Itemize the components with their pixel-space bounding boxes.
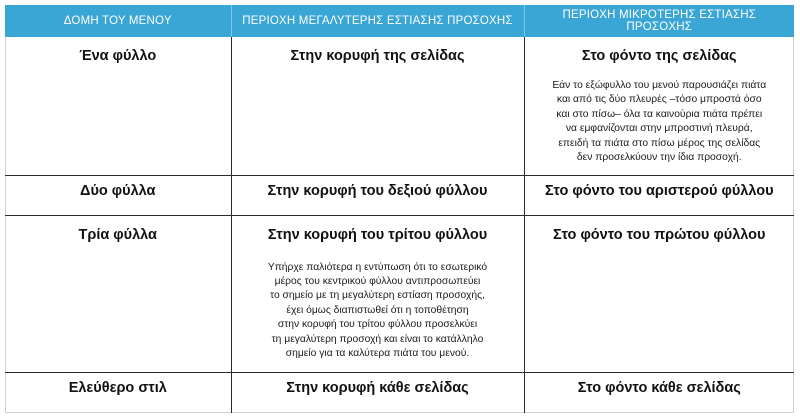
- cell-minor: [524, 175, 794, 215]
- note-line: μέρος του κεντρικού φύλλου αντιπροσωπεύει: [274, 275, 481, 287]
- table-row: [5, 175, 794, 215]
- cell-major: [231, 215, 524, 372]
- cell-structure: [5, 215, 231, 372]
- major-area-label: Στην κορυφή κάθε σελίδας: [286, 379, 469, 396]
- note-line: τη μεγαλύτερη προσοχή και είναι το κατάλληλο: [271, 333, 484, 345]
- structure-label: Ελεύθερο στιλ: [68, 379, 167, 396]
- minor-area-note: [535, 79, 785, 165]
- note-line: το σημείο με τη μεγαλύτερη εστίαση προσοχής,: [270, 290, 485, 302]
- header-major-attention-area: ΠΕΡΙΟΧΗ ΜΕΓΑΛΥΤΕΡΗΣ ΕΣΤΙΑΣΗΣ ΠΡΟΣΟΧΗΣ: [231, 5, 524, 37]
- cell-major: [231, 372, 524, 413]
- note-line: έχει όμως διαπιστωθεί ότι η τοποθέτηση: [286, 304, 469, 316]
- note-line: να εμφανίζονται στην μπροστινή πλευρά,: [565, 123, 753, 135]
- note-line: επειδή τα πιάτα στο πίσω μέρος της σελίδας: [558, 137, 761, 149]
- structure-label: Τρία φύλλα: [78, 226, 157, 243]
- note-line: και στο πίσω– όλα τα καινούρια πιάτα πρέπει: [556, 108, 763, 120]
- note-line: στην κορυφή του τρίτου φύλλου προσελκύει: [277, 319, 478, 331]
- minor-area-label: Στο φόντο του πρώτου φύλλου: [553, 226, 766, 243]
- structure-label: Ένα φύλλο: [79, 48, 157, 64]
- table-row: [5, 215, 794, 372]
- cell-minor: [524, 372, 794, 413]
- cell-major: [231, 37, 524, 175]
- cell-structure: [5, 37, 231, 175]
- major-area-label: Στην κορυφή του δεξιού φύλλου: [267, 182, 488, 199]
- table-header-row: [5, 5, 794, 37]
- minor-area-label: Στο φόντο του αριστερού φύλλου: [544, 182, 774, 199]
- note-line: σημείο για τα καλύτερα πιάτα του μενού.: [285, 347, 470, 359]
- note-line: Υπήρχε παλιότερα η εντύπωση ότι το εσωτερικό: [267, 261, 488, 273]
- cell-major: [231, 175, 524, 215]
- cell-minor: [524, 215, 794, 372]
- major-area-note: [242, 261, 514, 362]
- major-area-label: Στην κορυφή του τρίτου φύλλου: [267, 226, 488, 243]
- header-minor-attention-area: ΠΕΡΙΟΧΗ ΜΙΚΡΟΤΕΡΗΣ ΕΣΤΙΑΣΗΣ ΠΡΟΣΟΧΗΣ: [524, 5, 794, 37]
- minor-area-label: Στο φόντο κάθε σελίδας: [577, 379, 741, 396]
- structure-label: Δύο φύλλα: [80, 182, 156, 199]
- menu-attention-table: [5, 5, 794, 413]
- menu-attention-table-frame: [5, 5, 794, 413]
- table-row: [5, 372, 794, 413]
- cell-structure: [5, 372, 231, 413]
- table-row: [5, 37, 794, 175]
- major-area-label: Στην κορυφή της σελίδας: [290, 48, 465, 64]
- cell-structure: [5, 175, 231, 215]
- note-line: δεν προσελκύουν την ίδια προσοχή.: [576, 152, 742, 164]
- header-menu-structure: ΔΟΜΗ ΤΟΥ ΜΕΝΟΥ: [5, 5, 231, 37]
- minor-area-label: Στο φόντο της σελίδας: [581, 48, 737, 64]
- note-line: Εάν το εξώφυλλο του μενού παρουσιάζει πιάτα: [552, 80, 767, 91]
- note-line: και από τις δύο πλευρές –τόσο μπροστά όσο: [556, 94, 762, 106]
- cell-minor: [524, 37, 794, 175]
